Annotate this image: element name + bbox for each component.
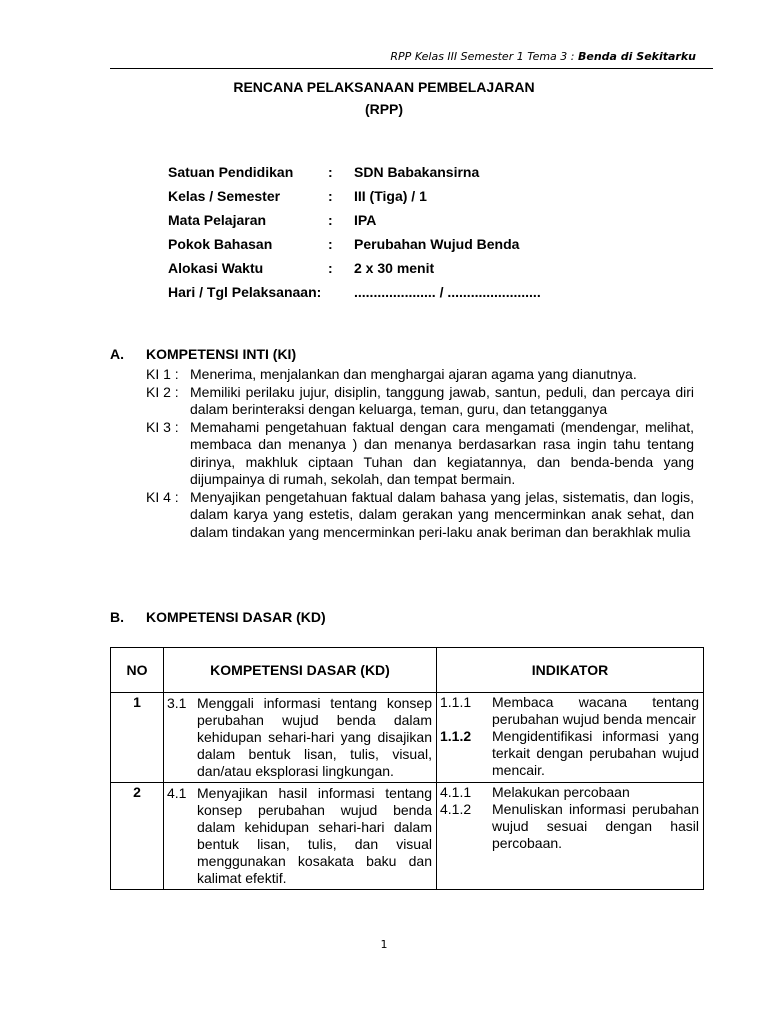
info-row	[168, 184, 541, 208]
section-b-heading	[110, 609, 326, 625]
indikator-text: Membaca wacana tentang perubahan wujud benda mencair	[492, 694, 699, 727]
ki-number: KI 2 :	[146, 383, 179, 400]
ki-number: KI 4 :	[146, 488, 179, 505]
row-number: 1	[111, 693, 164, 783]
running-header	[390, 50, 696, 63]
info-row	[168, 232, 541, 256]
info-sep: :	[328, 212, 333, 228]
document-subtitle: (RPP)	[364, 101, 404, 117]
info-row	[168, 256, 541, 280]
indikator-number: 4.1.1	[440, 784, 472, 800]
section-letter: A.	[110, 346, 124, 362]
kd-text: Menggali informasi tentang konsep perubahan wujud benda dalam kehidupan sehari-hari yang disajikan dalam bentuk lisan, tulis, visual, dan/atau eksplorasi lingkungan.	[197, 695, 432, 779]
table-header-row	[111, 648, 704, 693]
kd-text: Menyajikan hasil informasi tentang konsep perubahan wujud benda dalam kehidupan sehari-hari dalam bentuk lisan, tulis, dan visual menggunakan kosakata baku dan kalimat efektif.	[197, 785, 432, 886]
header-rule	[110, 68, 713, 69]
kd-entry	[165, 694, 435, 781]
kd-cell	[164, 693, 437, 783]
info-value: SDN Babakansirna	[354, 164, 480, 180]
kd-table	[110, 647, 704, 890]
info-row	[168, 208, 541, 232]
row-number: 2	[111, 783, 164, 890]
indikator-entry	[438, 728, 702, 779]
page-number: 1	[380, 938, 388, 951]
kd-entry	[165, 784, 435, 888]
kd-cell	[164, 783, 437, 890]
indikator-entry	[438, 694, 702, 728]
identity-block	[168, 160, 541, 304]
info-label: Pokok Bahasan	[168, 236, 273, 252]
info-sep: :	[328, 236, 333, 252]
ki-text: Menerima, menjalankan dan menghargai ajaran agama yang dianutnya.	[190, 366, 637, 382]
info-sep: :	[328, 260, 333, 276]
info-sep: :	[328, 188, 333, 204]
ki-item	[146, 384, 694, 419]
info-label: Satuan Pendidikan	[168, 164, 294, 180]
indikator-number: 4.1.2	[440, 801, 472, 817]
indikator-text: Mengidentifikasi informasi yang terkait dengan perubahan wujud mencair.	[492, 728, 699, 778]
table-row	[111, 693, 704, 783]
indikator-text: Melakukan percobaan	[492, 784, 630, 800]
info-sep: :	[328, 164, 333, 180]
ki-item	[146, 489, 694, 542]
section-a-heading	[110, 346, 296, 362]
info-value: ..................... / ........................	[354, 284, 541, 300]
indikator-cell	[437, 783, 704, 890]
section-title: KOMPETENSI DASAR (KD)	[146, 609, 326, 625]
ki-text: Memahami pengetahuan faktual dengan cara mengamati (mendengar, melihat, membaca dan menanya ) dan menanya berdasarkan rasa ingin tahu tentang dirinya, makhluk ciptaan Tuhan dan kegiatannya, dan benda-benda yang dijumpainya di rumah, sekolah, dan tempat bermain.	[190, 418, 694, 487]
indikator-number: 1.1.2	[440, 728, 472, 744]
info-label: Mata Pelajaran	[168, 212, 267, 228]
ki-item	[146, 419, 694, 489]
header-kd: KOMPETENSI DASAR (KD)	[164, 648, 437, 693]
indikator-entry	[438, 784, 702, 801]
info-value: Perubahan Wujud Benda	[354, 236, 520, 252]
info-label: Alokasi Waktu	[168, 260, 264, 276]
info-label: Kelas / Semester	[168, 188, 281, 204]
header-theme: Benda di Sekitarku	[578, 50, 696, 63]
document-title: RENCANA PELAKSANAAN PEMBELAJARAN	[233, 79, 535, 95]
header-no: NO	[111, 648, 164, 693]
ki-number: KI 1 :	[146, 366, 179, 382]
indikator-cell	[437, 693, 704, 783]
ki-text: Menyajikan pengetahuan faktual dalam bahasa yang jelas, sistematis, dan logis, dalam karya yang estetis, dalam gerakan yang mencerminkan anak sehat, dan dalam tindakan yang mencerminkan peri-laku anak beriman dan berakhlak mulia	[190, 488, 694, 540]
info-value: IPA	[354, 212, 377, 228]
header-indikator: INDIKATOR	[437, 648, 704, 693]
info-row	[168, 160, 541, 184]
indikator-entry	[438, 801, 702, 852]
ki-number: KI 3 :	[146, 418, 179, 435]
info-value: 2 x 30 menit	[354, 260, 435, 276]
info-label: Hari / Tgl Pelaksanaan:	[168, 284, 322, 300]
ki-list	[146, 366, 694, 541]
info-value: III (Tiga) / 1	[354, 188, 427, 204]
header-prefix: RPP Kelas III Semester 1 Tema 3 :	[390, 50, 578, 63]
indikator-text: Menuliskan informasi perubahan wujud sesuai dengan hasil percobaan.	[492, 801, 699, 851]
ki-item	[146, 366, 694, 384]
kd-number: 4.1	[167, 785, 187, 801]
info-row	[168, 280, 541, 304]
kd-number: 3.1	[167, 695, 187, 711]
indikator-number: 1.1.1	[440, 694, 472, 710]
section-letter: B.	[110, 609, 124, 625]
section-title: KOMPETENSI INTI (KI)	[146, 346, 297, 362]
ki-text: Memiliki perilaku jujur, disiplin, tanggung jawab, santun, peduli, dan percaya diri dalam berinteraksi dengan keluarga, teman, guru, dan tetangganya	[190, 383, 694, 417]
table-row	[111, 783, 704, 890]
